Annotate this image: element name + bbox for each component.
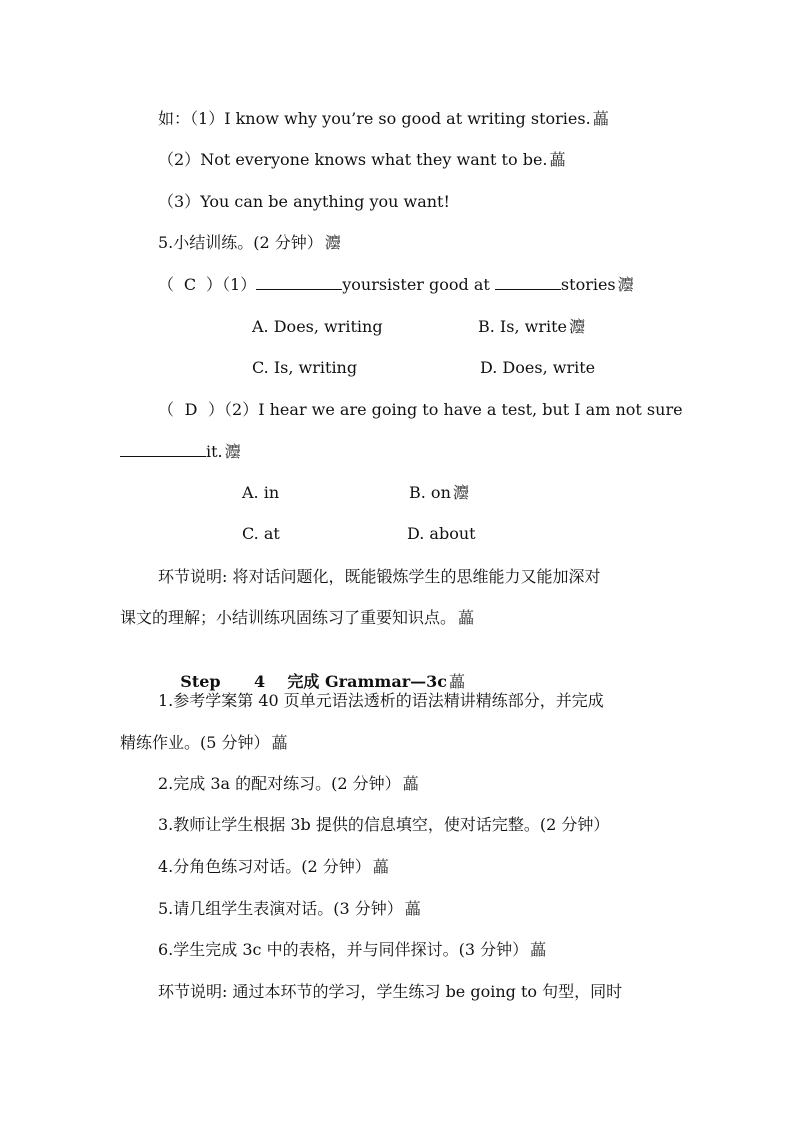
task-2 xyxy=(158,773,419,795)
question-2-text-a: I hear we are going to have a test, but I am not sure xyxy=(258,400,683,419)
question-1-answer: C xyxy=(183,275,197,294)
task-text: 5.请几组学生表演对话。(3 分钟） xyxy=(158,899,403,918)
question-2-continued xyxy=(120,441,241,463)
paragraph-mark-icon: 灋 xyxy=(452,483,469,502)
option-b-text: B. Is, write xyxy=(478,317,567,336)
paragraph-mark-icon: 藟 xyxy=(402,774,419,793)
question-1-option-d xyxy=(480,357,595,379)
option-c-text: C. Is, writing xyxy=(252,358,358,377)
question-2-number: （2） xyxy=(224,400,259,419)
example-1-number: （1） xyxy=(190,109,225,128)
task-text: 3.教师让学生根据 3b 提供的信息填空，使对话完整。(2 分钟） xyxy=(158,815,610,834)
example-line-1 xyxy=(158,108,609,130)
paragraph-mark-icon: 灋 xyxy=(224,442,241,461)
question-2-text-b: it. xyxy=(206,442,223,461)
question-1 xyxy=(158,274,634,296)
option-d-text: D. about xyxy=(407,524,476,543)
answer-paren-open: （ xyxy=(158,400,175,419)
question-1-option-a xyxy=(252,316,383,338)
example-intro: 如： xyxy=(158,109,191,128)
question-1-option-c xyxy=(252,357,357,379)
question-1-blank-2 xyxy=(495,275,561,290)
example-2-number: （2） xyxy=(158,150,201,169)
question-2-option-b xyxy=(409,482,469,504)
task-5 xyxy=(158,898,421,920)
example-3-number: （3） xyxy=(158,192,201,211)
explanation-2-line-1 xyxy=(158,981,622,1003)
explanation-2-text-1: 环节说明: 通过本环节的学习，学生练习 be going to 句型，同时 xyxy=(158,982,623,1001)
question-2-option-d xyxy=(407,523,476,545)
example-3-text: You can be anything you want! xyxy=(200,192,450,211)
explanation-1-text-1: 环节说明: 将对话问题化，既能锻炼学生的思维能力又能加深对 xyxy=(158,567,601,586)
paragraph-mark-icon: 灋 xyxy=(324,233,341,252)
answer-paren-open: （ xyxy=(158,275,175,294)
question-2 xyxy=(158,399,683,421)
option-c-text: C. at xyxy=(242,524,280,543)
summary-heading-text: 5.小结训练。(2 分钟） xyxy=(158,233,323,252)
question-1-text-b: stories xyxy=(560,275,616,294)
question-2-answer: D xyxy=(184,400,198,419)
task-3 xyxy=(158,814,609,836)
explanation-1-line-2 xyxy=(120,607,474,629)
summary-heading xyxy=(158,232,341,254)
step-4-heading-text: Step 4 完成 Grammar—3c xyxy=(180,672,447,691)
example-2-text: Not everyone knows what they want to be. xyxy=(200,150,548,169)
option-a-text: A. Does, writing xyxy=(252,317,383,336)
paragraph-mark-icon: 藟 xyxy=(372,857,389,876)
question-2-option-c xyxy=(242,523,280,545)
explanation-1-text-2: 课文的理解；小结训练巩固练习了重要知识点。 xyxy=(120,608,457,627)
task-6 xyxy=(158,939,546,961)
answer-paren-close: ） xyxy=(206,275,223,294)
example-line-2 xyxy=(158,149,566,171)
task-text: 1.参考学案第 40 页单元语法透析的语法精讲精练部分，并完成 xyxy=(158,691,604,710)
question-1-number: （1） xyxy=(222,275,257,294)
example-line-3 xyxy=(158,191,450,213)
option-d-text: D. Does, write xyxy=(480,358,596,377)
explanation-1-line-1 xyxy=(158,566,600,588)
question-1-blank-1 xyxy=(256,275,342,290)
task-4 xyxy=(158,856,389,878)
paragraph-mark-icon: 灋 xyxy=(569,317,586,336)
question-1-text-a: yoursister good at xyxy=(342,275,490,294)
paragraph-mark-icon: 藟 xyxy=(404,899,421,918)
paragraph-mark-icon: 藟 xyxy=(530,940,547,959)
option-a-text: A. in xyxy=(242,483,280,502)
task-text: 4.分角色练习对话。(2 分钟） xyxy=(158,857,371,876)
task-text: 6.学生完成 3c 中的表格，并与同伴探讨。(3 分钟） xyxy=(158,940,529,959)
paragraph-mark-icon: 藟 xyxy=(271,733,288,752)
answer-paren-close: ） xyxy=(208,400,225,419)
paragraph-mark-icon: 灋 xyxy=(617,275,634,294)
paragraph-mark-icon: 藟 xyxy=(458,608,475,627)
task-text: 2.完成 3a 的配对练习。(2 分钟） xyxy=(158,774,401,793)
question-2-blank xyxy=(120,442,206,457)
question-2-option-a xyxy=(242,482,279,504)
option-b-text: B. on xyxy=(409,483,451,502)
example-1-text: I know why you’re so good at writing stories. xyxy=(224,109,591,128)
task-text: 精练作业。(5 分钟） xyxy=(120,733,270,752)
paragraph-mark-icon: 藟 xyxy=(549,150,566,169)
task-1-line-2 xyxy=(120,732,288,754)
paragraph-mark-icon: 藟 xyxy=(449,672,466,691)
paragraph-mark-icon: 藟 xyxy=(592,109,609,128)
task-1-line-1 xyxy=(158,690,604,712)
question-1-option-b xyxy=(478,316,585,338)
